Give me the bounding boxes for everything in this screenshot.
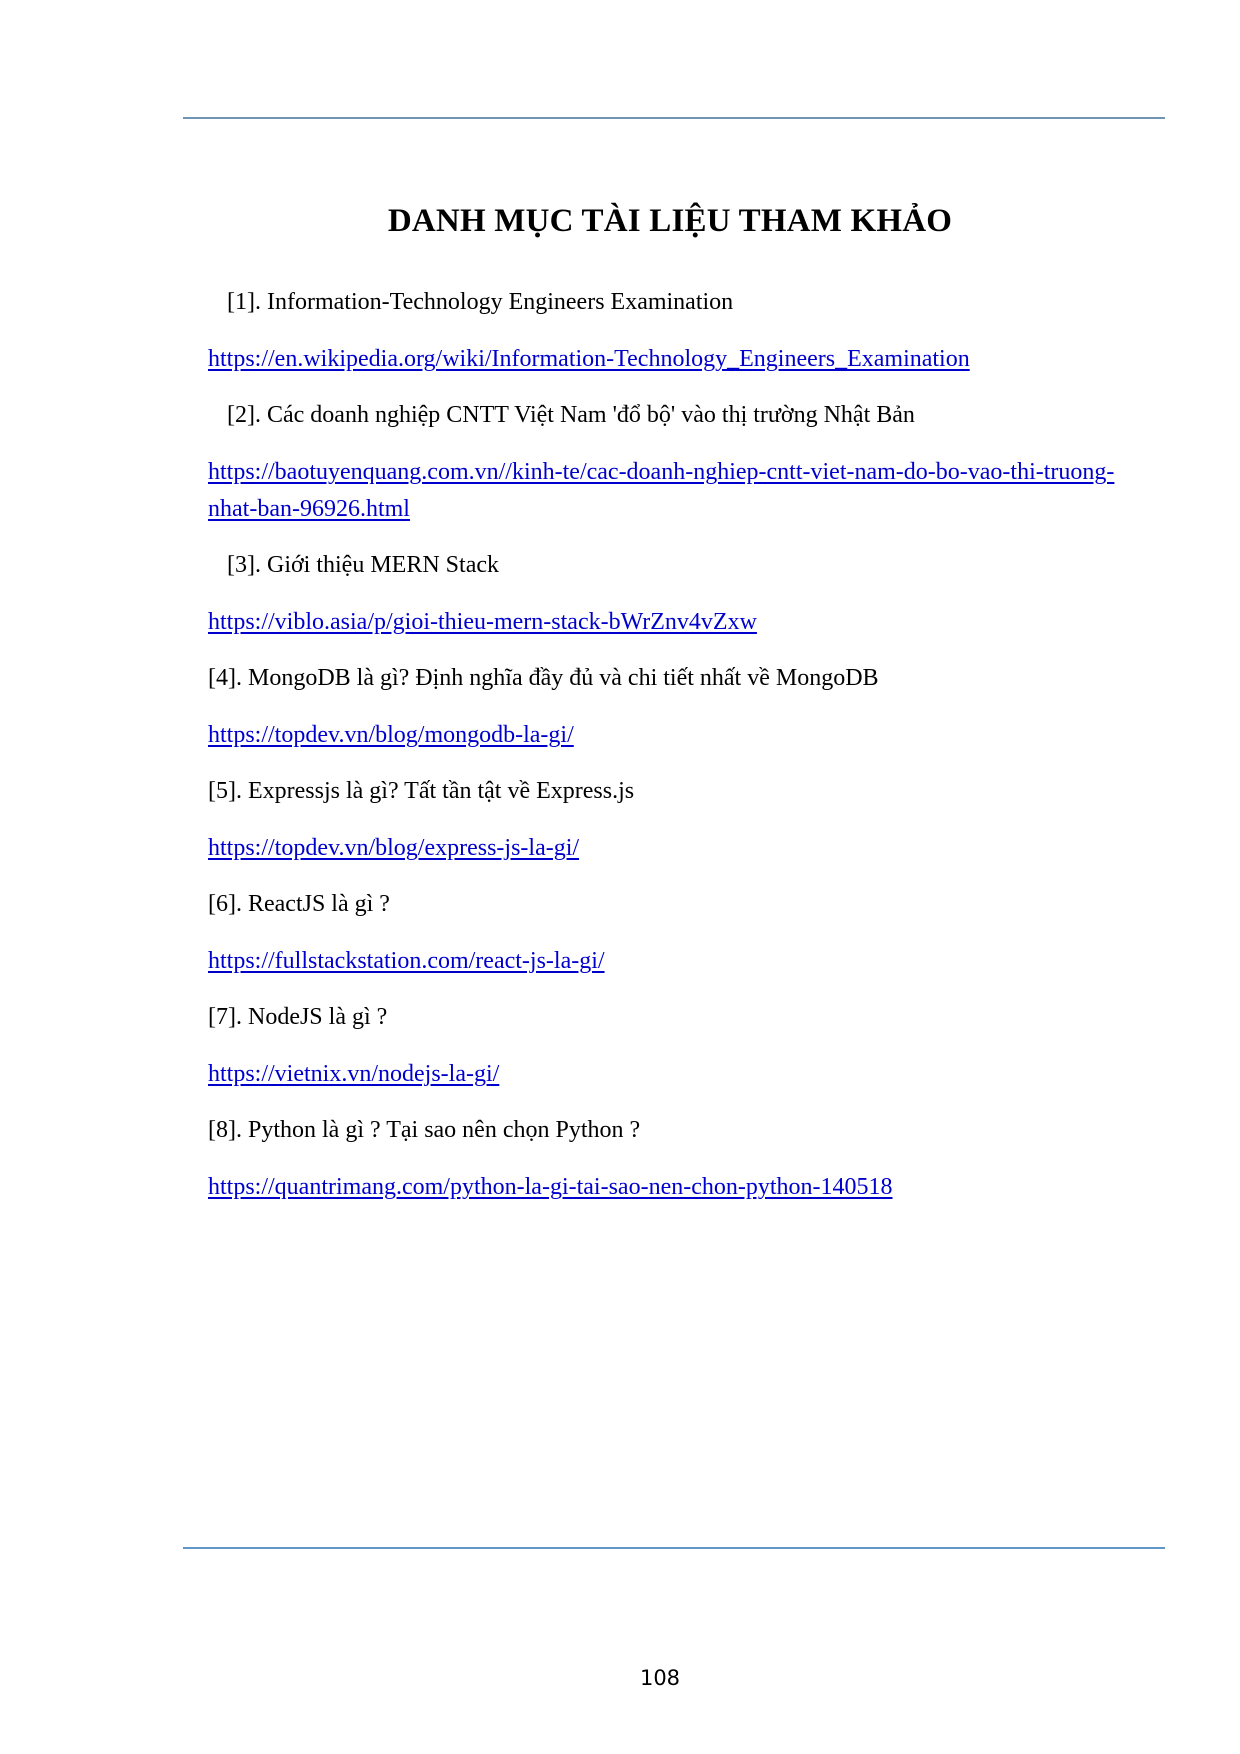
- reference-link-5[interactable]: https://topdev.vn/blog/express-js-la-gi/: [208, 835, 580, 861]
- reference-link-4[interactable]: https://topdev.vn/blog/mongodb-la-gi/: [208, 722, 574, 748]
- reference-title-4: [4]. MongoDB là gì? Định nghĩa đầy đủ và chi tiết nhất về MongoDB: [208, 665, 879, 691]
- reference-link-7[interactable]: https://vietnix.vn/nodejs-la-gi/: [208, 1061, 500, 1087]
- reference-link-6[interactable]: https://fullstackstation.com/react-js-la-gi/: [208, 948, 605, 974]
- header-rule: [183, 117, 1165, 119]
- page-title: DANH MỤC TÀI LIỆU THAM KHẢO: [387, 203, 953, 239]
- page-number: 108: [639, 1666, 681, 1690]
- reference-link-3[interactable]: https://viblo.asia/p/gioi-thieu-mern-stack-bWrZnv4vZxw: [208, 609, 757, 635]
- reference-title-5: [5]. Expressjs là gì? Tất tần tật về Express.js: [208, 778, 635, 804]
- reference-title-3: [3]. Giới thiệu MERN Stack: [227, 552, 499, 578]
- reference-title-1: [1]. Information-Technology Engineers Examination: [227, 289, 734, 315]
- reference-link-8[interactable]: https://quantrimang.com/python-la-gi-tai-sao-nen-chon-python-140518: [208, 1174, 893, 1200]
- reference-title-6: [6]. ReactJS là gì ?: [208, 891, 390, 917]
- footer-rule: [183, 1547, 1165, 1549]
- reference-title-8: [8]. Python là gì ? Tại sao nên chọn Python ?: [208, 1117, 641, 1143]
- reference-title-7: [7]. NodeJS là gì ?: [208, 1004, 388, 1030]
- reference-link-2[interactable]: https://baotuyenquang.com.vn//kinh-te/cac-doanh-nghiep-cntt-viet-nam-do-bo-vao-thi-truong-nhat-ban-96926.html: [208, 459, 1115, 522]
- reference-title-2: [2]. Các doanh nghiệp CNTT Việt Nam 'đổ bộ' vào thị trường Nhật Bản: [227, 402, 915, 428]
- reference-link-1[interactable]: https://en.wikipedia.org/wiki/Information-Technology_Engineers_Examination: [208, 346, 970, 372]
